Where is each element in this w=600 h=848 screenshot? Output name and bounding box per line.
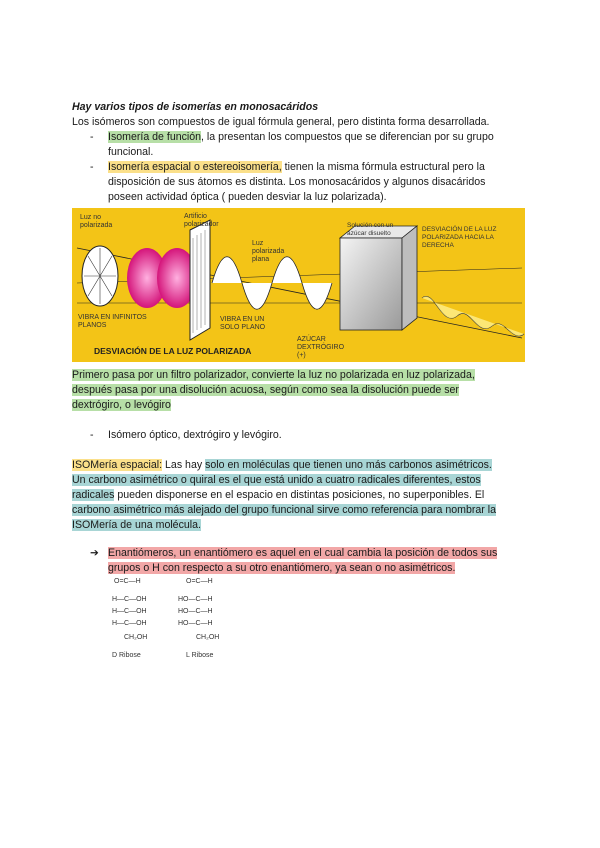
bullet-1-line-2: funcional. (108, 146, 154, 158)
para-1-highlight-2: después pasa por una disolución acuosa, según como sea la disolución puede ser (72, 384, 459, 396)
l-ribose-ch2oh: CH₂OH (196, 634, 220, 641)
para-2-line-3-rest: pueden disponerse en el espacio en distintas posiciones, no superponibles. El (114, 489, 485, 501)
arrow-item-line-2 (108, 561, 455, 575)
isomeria-espacial-label: ISOMería espacial: (72, 459, 163, 471)
para-2-line-3 (72, 488, 484, 502)
arrow-bullet-icon: ➔ (90, 547, 99, 559)
d-ribose-caption: D Ribose (112, 652, 141, 659)
bullet-1-rest: , la presentan los compuestos que se diferencian por su grupo (201, 131, 494, 143)
para-2-highlight-radicales: radicales (72, 489, 115, 501)
para-2-highlight-5: ISOMería de una molécula. (72, 519, 201, 531)
label-polarized-light: Luz polarizada plana (252, 240, 285, 263)
l-ribose-aldehyde: O=C—H (186, 578, 213, 585)
para-2-text: Las hay (162, 459, 206, 471)
l-ribose-caption: L Ribose (186, 652, 214, 659)
figure-caption: DESVIACIÓN DE LA LUZ POLARIZADA (94, 346, 252, 356)
para-2-highlight-4: carbono asimétrico más alejado del grupo funcional sirve como referencia para nombrar la (72, 504, 496, 516)
para-2-line-4 (72, 503, 496, 517)
para-1-highlight-1: Primero pasa por un filtro polarizador, convierte la luz no polarizada en luz polarizada, (72, 369, 475, 381)
bullet-2-rest: tienen la misma fórmula estructural pero la (281, 161, 485, 173)
bullet-dash: - (90, 161, 94, 173)
para-2-highlight-2: Un carbono asimétrico o quiral es el que está unido a cuatro radicales diferentes, estos (72, 474, 481, 486)
label-polarizer: Artificio polarizador (184, 213, 219, 228)
dash-item-marker: - (90, 429, 94, 441)
d-ribose-ch2oh: CH₂OH (124, 634, 148, 641)
d-ribose-c3: H—C—OH (112, 608, 147, 615)
d-ribose-c4: H—C—OH (112, 620, 147, 627)
highlight-isomeria-funcion: Isomería de función (108, 131, 202, 143)
bullet-1-line-1 (108, 130, 494, 144)
label-solution: Solución con un azúcar disuelto (347, 222, 394, 237)
para-1-line-1 (72, 368, 475, 382)
para-1-line-3 (72, 398, 171, 412)
label-infinite-planes: VIBRA EN INFINITOS PLANOS (78, 314, 147, 329)
l-ribose-c4: HO—C—H (178, 620, 213, 627)
para-2-line-5 (72, 518, 201, 532)
solution-container-icon (340, 238, 402, 330)
section-heading: Hay varios tipos de isomerías en monosacáridos (72, 101, 319, 113)
arrow-item-line-1 (108, 546, 497, 560)
bullet-dash: - (90, 131, 94, 143)
bullet-2-line-2: disposición de sus átomos es distinta. Los monosacáridos y algunos disacáridos (108, 176, 486, 188)
d-ribose-aldehyde: O=C—H (114, 578, 141, 585)
para-2-line-1 (72, 458, 492, 472)
label-single-plane: VIBRA EN UN SOLO PLANO (220, 316, 266, 331)
highlight-isomeria-espacial: Isomería espacial o estereoisomería, (108, 161, 282, 173)
l-ribose-c3: HO—C—H (178, 608, 213, 615)
label-unpolarized-light: Luz no polarizada (80, 214, 113, 229)
enantiomers-highlight-1: Enantiómeros, un enantiómero es aquel en el cual cambia la posición de todos sus (108, 547, 498, 559)
dash-item-text: Isómero óptico, dextrógiro y levógiro. (108, 429, 282, 441)
enantiomers-highlight-2: grupos o H con respecto a su otro enantiómero, ya sean o no asimétricos. (108, 562, 456, 574)
intro-text: Los isómeros son compuestos de igual fórmula general, pero distinta forma desarrollada. (72, 116, 490, 128)
label-dextrogiro-sugar: AZÚCAR DEXTRÓGIRO (+) (297, 336, 345, 359)
para-2-highlight: solo en moléculas que tienen uno más carbonos asimétricos. (205, 459, 492, 471)
bullet-2-line-1 (108, 160, 485, 174)
para-1-highlight-3: dextrógiro, o levógiro (72, 399, 171, 411)
label-deviation-right: DESVIACIÓN DE LA LUZ POLARIZADA HACIA LA DERECHA (422, 226, 497, 249)
polarized-light-figure (72, 208, 525, 362)
para-2-line-2 (72, 473, 481, 487)
d-ribose-c2: H—C—OH (112, 596, 147, 603)
bullet-2-line-3: poseen actividad óptica ( pueden desviar la luz polarizada). (108, 191, 387, 203)
para-1-line-2 (72, 383, 459, 397)
l-ribose-c2: HO—C—H (178, 596, 213, 603)
